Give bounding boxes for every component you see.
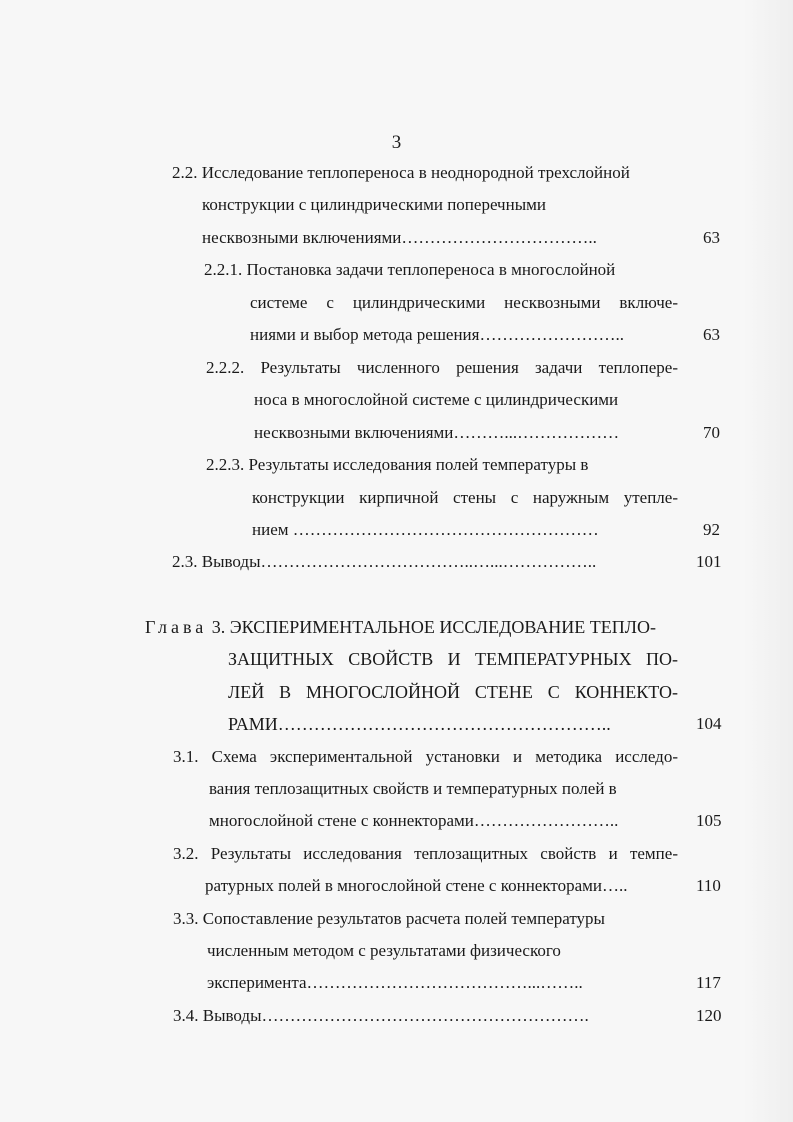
chapter-3-line3: ЛЕЙ В МНОГОСЛОЙНОЙ СТЕНЕ С КОННЕКТО- <box>228 682 678 702</box>
chapter-3-line4: РАМИ……………………………………………….. <box>228 714 611 734</box>
toc-2-3-page: 101 <box>696 552 722 571</box>
toc-3-1-line2: вания теплозащитных свойств и температурных полей в <box>209 779 617 798</box>
toc-3-4-line1: 3.4. Выводы…………………………………………………. <box>173 1006 589 1025</box>
toc-3-2-page: 110 <box>696 876 721 895</box>
page-number: 3 <box>391 132 402 153</box>
chapter-3-heading <box>145 616 656 638</box>
toc-2-2-3-line2: конструкции кирпичной стены с наружным утепле- <box>252 488 678 507</box>
chapter-label: Глава <box>145 617 208 637</box>
toc-3-2-line1: 3.2. Результаты исследования теплозащитных свойств и темпе- <box>173 844 678 863</box>
scan-shading <box>743 0 793 1122</box>
toc-2-2-2-line2: носа в многослойной системе с цилиндрическими <box>254 390 619 409</box>
toc-3-3-line2: численным методом с результатами физического <box>207 941 561 960</box>
chapter-3-page: 104 <box>696 714 722 733</box>
toc-2-2-1-line2: системе с цилиндрическими несквозными включе- <box>250 293 678 312</box>
toc-2-3-line1: 2.3. Выводы………………………………..…...…………….. <box>172 552 597 571</box>
toc-2-2-1-line1: 2.2.1. Постановка задачи теплопереноса в многослойной <box>204 260 616 279</box>
chapter-3-line1: 3. ЭКСПЕРИМЕНТАЛЬНОЕ ИССЛЕДОВАНИЕ ТЕПЛО- <box>211 617 656 637</box>
toc-3-3-page: 117 <box>696 973 721 992</box>
toc-3-3-line3: эксперимента…………………………………...…….. <box>207 973 583 992</box>
toc-2-2-2-page: 70 <box>703 423 720 442</box>
toc-3-4-page: 120 <box>696 1006 722 1025</box>
toc-3-1-line3: многослойной стене с коннекторами…………………….. <box>209 811 619 830</box>
chapter-3-line2: ЗАЩИТНЫХ СВОЙСТВ И ТЕМПЕРАТУРНЫХ ПО- <box>228 649 678 669</box>
toc-2-2-3-line3: нием ……………………………………………… <box>252 520 599 539</box>
toc-3-1-page: 105 <box>696 811 722 830</box>
toc-2-2-line3: несквозными включениями…………………………….. <box>202 228 597 247</box>
toc-2-2-line1: 2.2. Исследование теплопереноса в неоднородной трехслойной <box>172 163 630 182</box>
toc-3-3-line1: 3.3. Сопоставление результатов расчета полей температуры <box>173 909 605 928</box>
toc-3-1-line1: 3.1. Схема экспериментальной установки и методика исследо- <box>173 747 678 766</box>
toc-2-2-1-page: 63 <box>703 325 720 344</box>
toc-2-2-3-line1: 2.2.3. Результаты исследования полей температуры в <box>206 455 589 474</box>
toc-2-2-1-line3: ниями и выбор метода решения…………………….. <box>250 325 624 344</box>
toc-3-2-line2: ратурных полей в многослойной стене с коннекторами….. <box>205 876 628 895</box>
toc-2-2-page: 63 <box>703 228 720 247</box>
toc-2-2-3-page: 92 <box>703 520 720 539</box>
toc-2-2-2-line3: несквозными включениями………...……………… <box>254 423 620 442</box>
toc-2-2-2-line1: 2.2.2. Результаты численного решения задачи теплопере- <box>206 358 678 377</box>
toc-2-2-line2: конструкции с цилиндрическими поперечными <box>202 195 546 214</box>
